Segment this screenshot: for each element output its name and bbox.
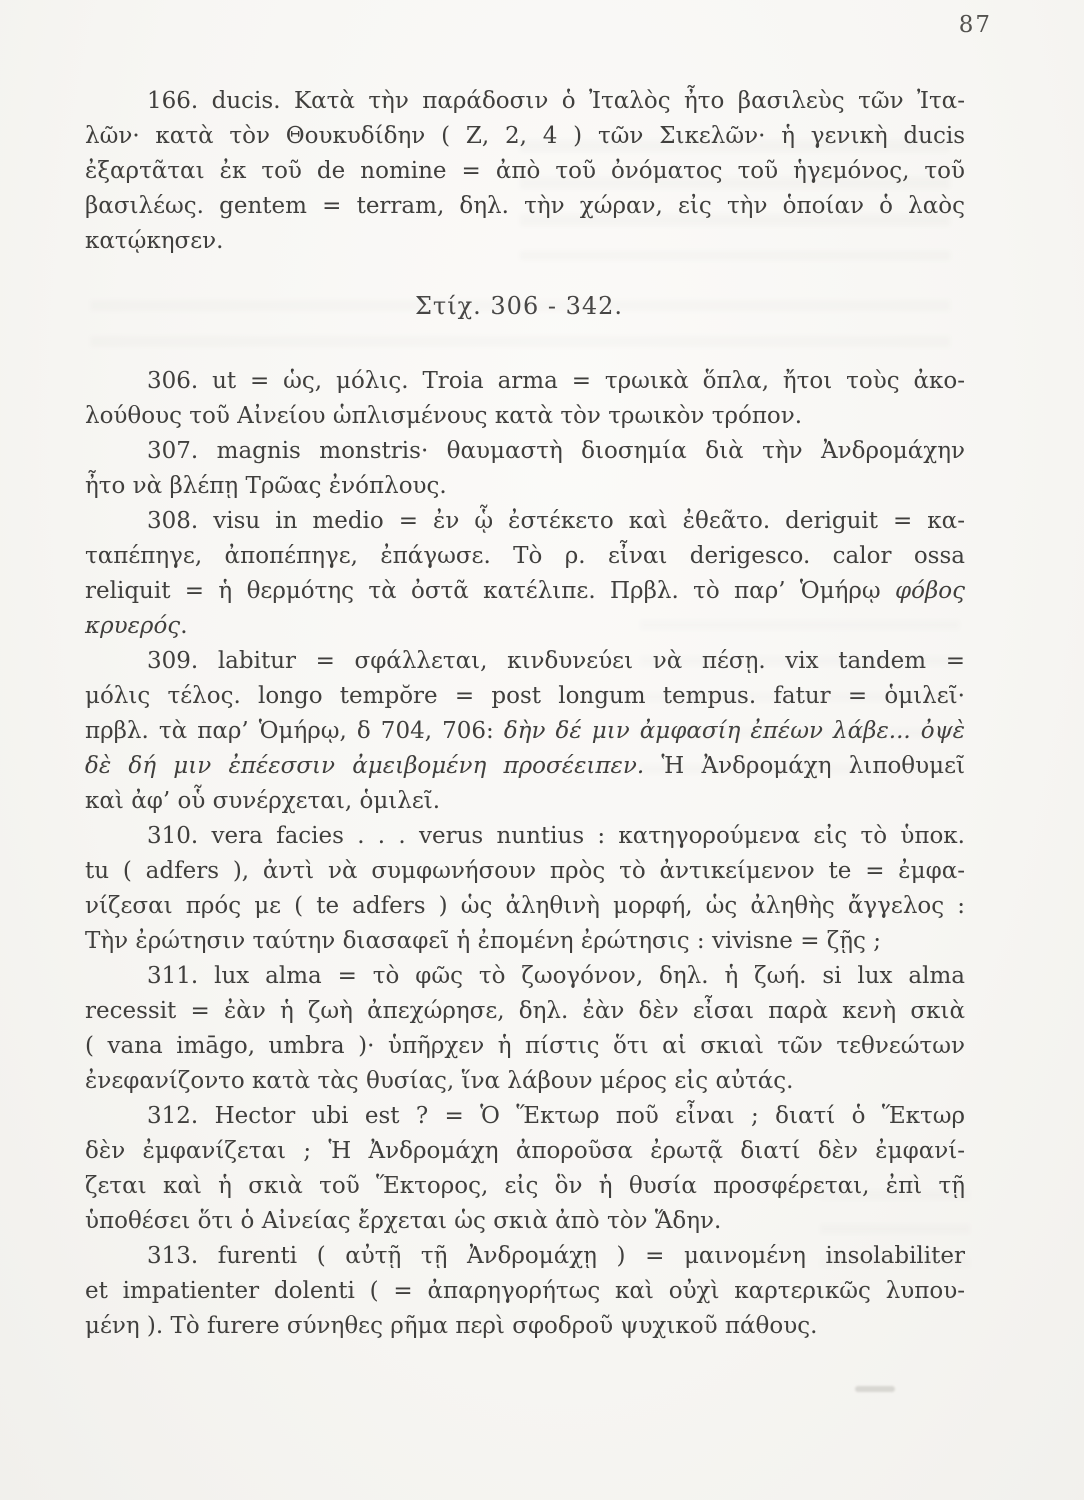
text-line [85,1064,965,1099]
text-line [85,574,965,609]
text-line [85,854,965,889]
text-line [85,819,965,854]
text-segment: δὲν ἐμφανίζεται ; Ἡ Ἀνδρομάχη ἀποροῦσα ἐρωτᾷ διατί δὲν ἐμφανί- [85,1138,965,1164]
text-segment: 310. vera facies . . . verus nuntius : κατηγορούμενα εἰς τὸ ὑποκ. [147,823,965,849]
text-segment: ἐνεφανίζοντο κατὰ τὰς θυσίας, ἵνα λάβουν μέρος εἰς αὐτάς. [85,1068,794,1094]
text-line [85,714,965,749]
text-line [85,434,965,469]
text-segment: βασιλέως. gentem = terram, δηλ. τὴν χώραν, εἰς τὴν ὁποίαν ὁ λαὸς [85,193,965,219]
text-line [85,504,965,539]
commentary-note-166 [85,84,965,259]
text-line [85,1134,965,1169]
text-segment: 311. lux alma = τὸ φῶς τὸ ζωογόνον, δηλ. ἡ ζωή. si lux alma [147,963,965,989]
quoted-verse-segment: φόβος [895,578,965,604]
text-segment: 306. ut = ὡς, μόλις. Troia arma = τρωικὰ ὅπλα, ἤτοι τοὺς ἀκο- [147,368,965,394]
text-line [85,959,965,994]
commentary-paragraph-166 [85,84,965,259]
text-line [85,889,965,924]
section-heading: Στίχ. 306 - 342. [414,292,624,320]
commentary-paragraph-311 [85,959,965,1099]
quoted-verse-segment: κρυερός [85,613,181,639]
text-segment: καὶ ἀφ’ οὗ συνέρχεται, ὁμιλεῖ. [85,788,441,814]
text-line [85,784,965,819]
text-line [85,1309,965,1344]
text-segment: 309. labitur = σφάλλεται, κινδυνεύει νὰ πέσῃ. vix tandem = [147,648,965,674]
text-segment: et impatienter dolenti ( = ἀπαρηγορήτως καὶ οὐχὶ καρτερικῶς λυπου- [85,1278,965,1304]
text-line [85,539,965,574]
text-line [85,609,965,644]
page-number: 87 [958,12,992,38]
commentary-paragraph-310 [85,819,965,959]
text-line [85,154,965,189]
text-segment: ( vana imāgo, umbra )· ὑπῆρχεν ἡ πίστις ὅτι αἱ σκιαὶ τῶν τεθνεώτων [85,1033,965,1059]
text-line [85,1204,965,1239]
text-line [85,119,965,154]
text-segment: ἐξαρτᾶται ἐκ τοῦ de nomine = ἀπὸ τοῦ ὀνόματος τοῦ ἡγεμόνος, τοῦ [85,158,965,184]
commentary-paragraph-307 [85,434,965,504]
text-line [85,1239,965,1274]
commentary-paragraph-313 [85,1239,965,1344]
text-segment: 307. magnis monstris· θαυμαστὴ διοσημία διὰ τὴν Ἀνδρομάχην [147,438,965,464]
text-line [85,749,965,784]
text-line [85,1274,965,1309]
text-line [85,364,965,399]
quoted-verse-segment: δὲ δή μιν ἐπέεσσιν ἀμειβομένη προσέειπεν. [85,753,645,779]
text-line [85,1029,965,1064]
text-segment: reliquit = ἡ θερμότης τὰ ὀστᾶ κατέλιπε. Πρβλ. τὸ παρ’ Ὁμήρῳ [85,578,896,604]
text-line [85,399,965,434]
text-line [85,189,965,224]
text-segment: . [180,613,188,639]
text-line [85,1169,965,1204]
text-segment: Ἡ Ἀνδρομάχη λιποθυμεῖ [644,753,965,779]
text-line [85,84,965,119]
commentary-notes-306-313 [85,364,965,1344]
text-line [85,1099,965,1134]
text-segment: recessit = ἐὰν ἡ ζωὴ ἀπεχώρησε, δηλ. ἐὰν δὲν εἶσαι παρὰ κενὴ σκιὰ [85,998,965,1024]
text-segment: 313. furenti ( αὐτῇ τῇ Ἀνδρομάχῃ ) = μαινομένη insolabiliter [147,1243,965,1269]
page-text-block [85,84,965,1344]
scan-mark-artifact [855,1386,895,1392]
text-segment: tu ( adfers ), ἀντὶ νὰ συμφωνήσουν πρὸς τὸ ἀντικείμενον te = ἐμφα- [85,858,965,884]
text-segment: κατῴκησεν. [85,228,224,254]
text-line [85,644,965,679]
text-segment: 312. Hector ubi est ? = Ὁ Ἕκτωρ ποῦ εἶναι ; διατί ὁ Ἕκτωρ [147,1103,965,1129]
commentary-paragraph-309 [85,644,965,819]
text-line [85,924,965,959]
text-segment: 166. ducis. Κατὰ τὴν παράδοσιν ὁ Ἰταλὸς ἦτο βασιλεὺς τῶν Ἰτα- [147,88,965,114]
text-line [85,224,965,259]
text-segment: ζεται καὶ ἡ σκιὰ τοῦ Ἕκτορος, εἰς ὃν ἡ θυσία προσφέρεται, ἐπὶ τῇ [85,1173,965,1199]
text-segment: νίζεσαι πρός με ( te adfers ) ὡς ἀληθινὴ μορφή, ὡς ἀληθὴς ἄγγελος : [85,893,965,919]
text-segment: ὑποθέσει ὅτι ὁ Αἰνείας ἔρχεται ὡς σκιὰ ἀπὸ τὸν Ἅδην. [85,1208,722,1234]
text-segment: ταπέπηγε, ἀποπέπηγε, ἐπάγωσε. Τὸ ρ. εἶναι derigesco. calor ossa [85,543,965,569]
text-segment: μόλις τέλος. longo tempŏre = post longum tempus. fatur = ὁμιλεῖ· [85,683,965,709]
text-line [85,469,965,504]
text-segment: λούθους τοῦ Αἰνείου ὡπλισμένους κατὰ τὸν τρωικὸν τρόπον. [85,403,803,429]
text-line [85,994,965,1029]
text-segment: ἦτο νὰ βλέπῃ Τρῶας ἐνόπλους. [85,473,447,499]
text-segment: 308. visu in medio = ἐν ᾧ ἐστέκετο καὶ ἐθεᾶτο. deriguit = κα- [147,508,965,534]
commentary-paragraph-312 [85,1099,965,1239]
text-line [85,679,965,714]
commentary-paragraph-306 [85,364,965,434]
commentary-paragraph-308 [85,504,965,644]
text-segment: λῶν· κατὰ τὸν Θουκυδίδην ( Ζ, 2, 4 ) τῶν Σικελῶν· ἡ γενικὴ ducis [85,123,965,149]
text-segment: μένη ). Τὸ furere σύνηθες ρῆμα περὶ σφοδροῦ ψυχικοῦ πάθους. [85,1313,818,1339]
text-segment: Τὴν ἐρώτησιν ταύτην διασαφεῖ ἡ ἐπομένη ἐρώτησις : vivisne = ζῇς ; [85,928,881,954]
text-segment: πρβλ. τὰ παρ’ Ὁμήρῳ, δ 704, 706: [85,718,504,744]
quoted-verse-segment: δὴν δέ μιν ἀμφασίη ἐπέων λάβε... ὀψὲ [503,718,966,744]
